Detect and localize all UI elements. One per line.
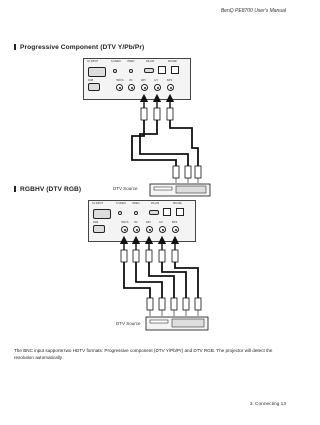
page-footer: 3. Connecting 13 — [249, 402, 286, 407]
plug-top-y-1 — [154, 108, 160, 120]
panel2-label-svideo: S-VIDEO — [116, 202, 126, 205]
panel-label-rs232: RS-232 — [146, 60, 155, 63]
dtv-source-device-1 — [150, 184, 210, 196]
plug-top-pr-1 — [141, 108, 147, 120]
heading-bullet-2 — [14, 186, 16, 192]
plug-top-pb-1 — [167, 108, 173, 120]
plug-bottom-b-2 — [195, 298, 201, 310]
panel-label-ac-input: AC INPUT — [87, 60, 99, 63]
panel2-label-hdcs: HD/CS — [121, 221, 129, 224]
plug-bottom-r-2 — [171, 298, 177, 310]
plug-top-b-2 — [172, 250, 178, 262]
section-heading-rgbhv — [14, 186, 81, 193]
section-title-component: Progressive Component (DTV Y/Pb/Pr) — [20, 44, 145, 51]
cable-hdcs-2 — [124, 262, 150, 300]
panel-label-rgb: RGB — [88, 79, 94, 82]
plug-bottom-pr-1 — [173, 166, 179, 178]
panel-label-mouse: MOUSE — [168, 60, 177, 63]
plug-bottom-hdcs-2 — [147, 298, 153, 310]
panel2-label-video: VIDEO — [132, 202, 140, 205]
panel-label-gy: G/Y — [154, 79, 159, 82]
panel2-label-gy: G/Y — [159, 221, 164, 224]
dtv-source-label-2: DTV Source — [116, 321, 141, 326]
section-title-rgbhv: RGBHV (DTV RGB) — [20, 186, 82, 193]
plug-bottom-vd-2 — [159, 298, 165, 310]
plug-bottom-y-1 — [185, 166, 191, 178]
panel2-label-rs232: RS-232 — [151, 202, 160, 205]
panel2-label-rpr: R/Pr — [146, 221, 151, 224]
dtv-source-label-1: DTV Source — [113, 186, 138, 191]
panel2-label-mouse: MOUSE — [173, 202, 182, 205]
panel2-label-ac-input: AC INPUT — [92, 202, 104, 205]
panel-label-svideo: S-VIDEO — [111, 60, 121, 63]
panel-label-hdcs: HD/CS — [116, 79, 124, 82]
panel2-label-vd: VD — [134, 221, 138, 224]
panel2-label-rgb: RGB — [93, 221, 99, 224]
plug-bottom-g-2 — [183, 298, 189, 310]
plug-top-g-2 — [159, 250, 165, 262]
bnc-note-paragraph: The BNC input supports two HDTV formats: Progressive component (DTV Y/Pb/Pr) and DTV RGB. The projector will detect the resolution automatically. — [14, 348, 273, 360]
page-header: BenQ PE8700 User's Manual — [220, 8, 286, 14]
panel-label-vd: VD — [129, 79, 133, 82]
dtv-source-device-2 — [146, 317, 208, 330]
panel-label-bpb: B/Pb — [167, 79, 173, 82]
plug-top-hdcs-2 — [121, 250, 127, 262]
panel-label-rpr: R/Pr — [141, 79, 146, 82]
plug-top-vd-2 — [133, 250, 139, 262]
panel-label-video: VIDEO — [127, 60, 135, 63]
panel2-label-bpb: B/Pb — [172, 221, 178, 224]
plug-bottom-pb-1 — [195, 166, 201, 178]
plug-top-r-2 — [146, 250, 152, 262]
